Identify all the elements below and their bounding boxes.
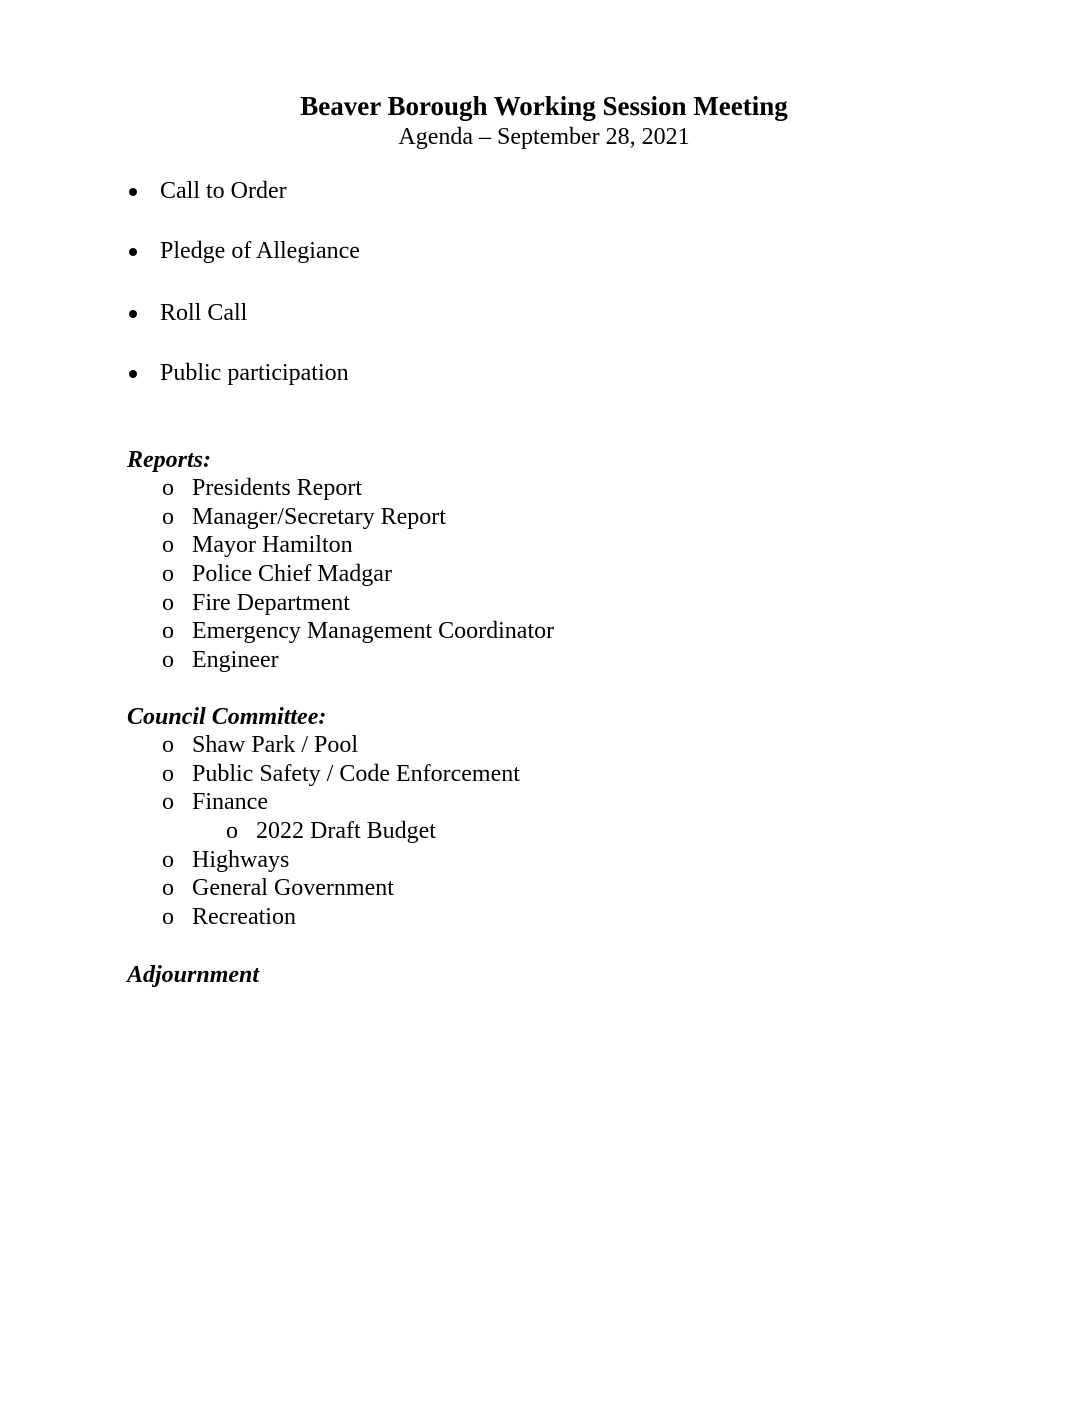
adjournment-heading: Adjournment bbox=[127, 962, 260, 988]
list-marker: o bbox=[162, 561, 174, 588]
list-marker: o bbox=[162, 760, 174, 787]
list-marker: o bbox=[162, 475, 174, 501]
bullet-icon bbox=[129, 188, 137, 196]
document-page: Beaver Borough Working Session Meeting Agenda – September 28, 2021 Call to Order Pledge of Allegiance Roll Call Public participation Reports: o Presidents Report o Manager/Secretary Report o Mayor Hamilton o Police Chief Madgar o Fire Department o Emergency Management Coordinator o Engineer Council Committee: o Shaw Park / Pool o Public Safety / Code Enforcement o Finance o 2022 Draft Budget o Highways o General Government o Recreation Adjournment bbox=[0, 0, 1088, 1408]
bullet-icon bbox=[129, 248, 137, 256]
list-marker: o bbox=[226, 818, 238, 845]
list-marker: o bbox=[162, 532, 174, 559]
agenda-date: Agenda – September 28, 2021 bbox=[398, 124, 690, 150]
page-title: Beaver Borough Working Session Meeting bbox=[300, 91, 788, 121]
list-marker: o bbox=[162, 904, 174, 931]
list-marker: o bbox=[162, 503, 174, 530]
list-marker: o bbox=[162, 846, 174, 873]
list-marker: o bbox=[162, 589, 174, 616]
reports-heading: Reports: bbox=[127, 447, 211, 473]
bullet-icon bbox=[129, 310, 137, 318]
list-marker: o bbox=[162, 732, 174, 758]
council-committee-heading: Council Committee: bbox=[127, 704, 327, 730]
list-marker: o bbox=[162, 647, 174, 674]
list-marker: o bbox=[162, 618, 174, 645]
list-marker: o bbox=[162, 789, 174, 816]
bullet-icon bbox=[129, 370, 137, 378]
list-marker: o bbox=[162, 875, 174, 902]
